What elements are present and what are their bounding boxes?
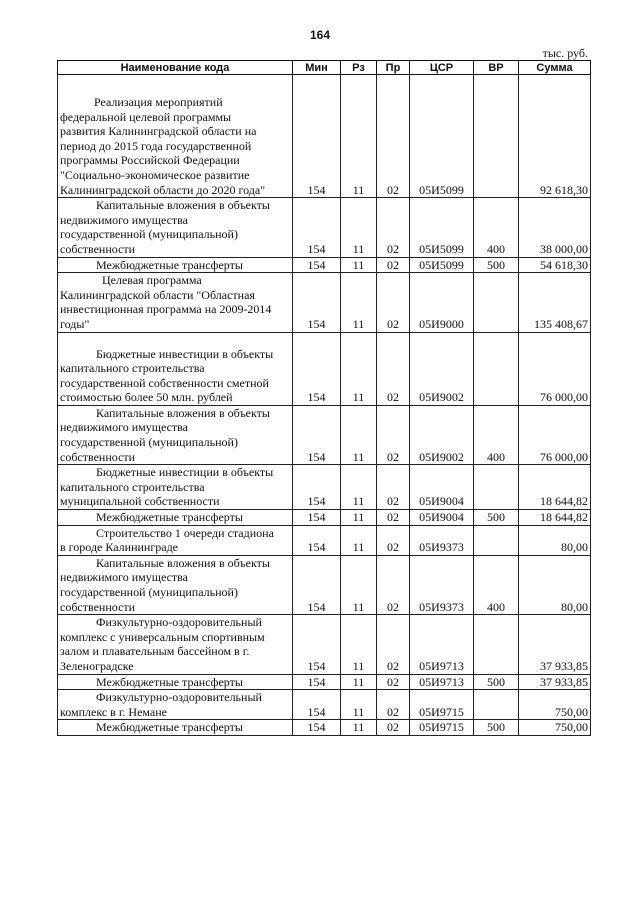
- row-name: [58, 720, 293, 736]
- row-min: 154: [293, 465, 341, 510]
- row-csr: 05И5099: [410, 75, 474, 198]
- row-name: [58, 332, 293, 405]
- table-row: [58, 405, 591, 464]
- row-name-line: муниципальной собственности: [60, 494, 220, 509]
- row-min: 154: [293, 615, 341, 674]
- row-rz: 11: [341, 198, 377, 257]
- row-rz: 11: [341, 465, 377, 510]
- row-sum: 18 644,82: [519, 510, 591, 526]
- row-name-line: годы": [60, 316, 90, 331]
- row-vr: [474, 690, 519, 720]
- row-name-line: Капитальные вложения в объекты: [96, 405, 270, 420]
- row-rz: 11: [341, 674, 377, 690]
- row-name-line: собственности: [60, 599, 136, 614]
- row-sum: 750,00: [519, 720, 591, 736]
- header-pr: Пр: [377, 61, 410, 75]
- row-min: 154: [293, 690, 341, 720]
- header-csr: ЦСР: [410, 61, 474, 75]
- row-csr: 05И9373: [410, 555, 474, 614]
- row-name: [58, 615, 293, 674]
- table-row: [58, 615, 591, 674]
- row-vr: [474, 615, 519, 674]
- row-min: 154: [293, 405, 341, 464]
- row-name-line: капитального строительства: [60, 479, 205, 494]
- row-name-line: Физкультурно-оздоровительный: [96, 690, 262, 705]
- row-pr: 02: [377, 525, 410, 555]
- row-name-line: Физкультурно-оздоровительный: [96, 615, 262, 630]
- row-min: 154: [293, 555, 341, 614]
- row-sum: 37 933,85: [519, 674, 591, 690]
- row-csr: 05И9373: [410, 525, 474, 555]
- row-name: [58, 257, 293, 273]
- row-name-line: в городе Калининграде: [60, 540, 179, 555]
- row-rz: 11: [341, 405, 377, 464]
- row-rz: 11: [341, 75, 377, 198]
- row-name: [58, 198, 293, 257]
- row-vr: 500: [474, 674, 519, 690]
- row-spacer: [60, 333, 290, 347]
- row-vr: [474, 525, 519, 555]
- header-min: Мин: [293, 61, 341, 75]
- row-name-line: Реализация мероприятий: [94, 95, 223, 109]
- row-name-line: недвижимого имущества: [60, 420, 188, 435]
- row-rz: 11: [341, 257, 377, 273]
- row-name: [58, 75, 293, 198]
- row-name-line: Межбюджетные трансферты: [96, 720, 243, 735]
- row-min: 154: [293, 720, 341, 736]
- row-pr: 02: [377, 674, 410, 690]
- table-row: [58, 257, 591, 273]
- row-name-line: Капитальные вложения в объекты: [96, 555, 270, 570]
- row-name: [58, 690, 293, 720]
- row-csr: 05И9004: [410, 510, 474, 526]
- row-pr: 02: [377, 273, 410, 332]
- row-rz: 11: [341, 332, 377, 405]
- row-name-line: Бюджетные инвестиции в объекты: [96, 465, 274, 480]
- row-name-line: государственной собственности сметной: [60, 375, 269, 390]
- units-label: тыс. руб.: [542, 46, 588, 60]
- row-name-line: Межбюджетные трансферты: [96, 674, 243, 689]
- row-pr: 02: [377, 510, 410, 526]
- row-vr: [474, 75, 519, 198]
- row-csr: 05И9002: [410, 405, 474, 464]
- row-sum: 76 000,00: [519, 405, 591, 464]
- row-min: 154: [293, 332, 341, 405]
- row-csr: 05И9713: [410, 615, 474, 674]
- row-name: [58, 510, 293, 526]
- row-name-line: Строительство 1 очереди стадиона: [96, 525, 274, 540]
- row-name-line: развития Калининградской области на: [60, 124, 257, 139]
- row-rz: 11: [341, 690, 377, 720]
- row-vr: [474, 465, 519, 510]
- row-name: [58, 555, 293, 614]
- row-vr: 400: [474, 405, 519, 464]
- table-row: [58, 273, 591, 332]
- row-pr: 02: [377, 555, 410, 614]
- row-name-line: Целевая программа: [102, 273, 202, 288]
- row-rz: 11: [341, 555, 377, 614]
- table-row: [58, 332, 591, 405]
- table-row: [58, 75, 591, 198]
- table-row: [58, 674, 591, 690]
- row-name-line: государственной (муниципальной): [60, 227, 238, 242]
- row-csr: 05И5099: [410, 257, 474, 273]
- row-sum: 38 000,00: [519, 198, 591, 257]
- row-pr: 02: [377, 615, 410, 674]
- row-min: 154: [293, 525, 341, 555]
- row-name-line: Зеленоградске: [60, 658, 134, 673]
- row-pr: 02: [377, 257, 410, 273]
- row-sum: 76 000,00: [519, 332, 591, 405]
- page-number: 164: [309, 28, 331, 42]
- row-name-line: комплекс с универсальным спортивным: [60, 629, 265, 644]
- row-sum: 80,00: [519, 525, 591, 555]
- row-name-line: Межбюджетные трансферты: [96, 257, 243, 272]
- table-row: [58, 510, 591, 526]
- row-name: [58, 525, 293, 555]
- table-row: [58, 690, 591, 720]
- row-name-line: Калининградской области до 2020 года": [60, 182, 266, 197]
- row-name-line: федеральной целевой программы: [60, 109, 232, 124]
- row-vr: 400: [474, 555, 519, 614]
- row-sum: 54 618,30: [519, 257, 591, 273]
- row-name: [58, 674, 293, 690]
- row-vr: 400: [474, 198, 519, 257]
- row-pr: 02: [377, 75, 410, 198]
- row-name-line: комплекс в г. Немане: [60, 704, 167, 719]
- row-vr: [474, 273, 519, 332]
- row-pr: 02: [377, 332, 410, 405]
- row-sum: 750,00: [519, 690, 591, 720]
- row-csr: 05И5099: [410, 198, 474, 257]
- row-name-line: Межбюджетные трансферты: [96, 510, 243, 525]
- budget-table: [57, 60, 591, 736]
- table-row: [58, 525, 591, 555]
- row-name-line: период до 2015 года государственной: [60, 138, 252, 153]
- row-name: [58, 273, 293, 332]
- table-row: [58, 198, 591, 257]
- row-pr: 02: [377, 720, 410, 736]
- row-pr: 02: [377, 465, 410, 510]
- row-rz: 11: [341, 615, 377, 674]
- row-name: [58, 405, 293, 464]
- table-row: [58, 720, 591, 736]
- row-csr: 05И9002: [410, 332, 474, 405]
- row-name-line: стоимостью более 50 млн. рублей: [60, 390, 233, 405]
- row-name-line: "Социально-экономическое развитие: [60, 167, 250, 182]
- table-row: [58, 465, 591, 510]
- row-csr: 05И9713: [410, 674, 474, 690]
- row-name-line: недвижимого имущества: [60, 570, 188, 585]
- row-csr: 05И9000: [410, 273, 474, 332]
- row-name-line: залом и плавательным бассейном в г.: [60, 644, 250, 659]
- row-vr: [474, 332, 519, 405]
- row-name-line: Капитальные вложения в объекты: [96, 198, 270, 213]
- row-csr: 05И9715: [410, 720, 474, 736]
- row-min: 154: [293, 674, 341, 690]
- row-vr: 500: [474, 720, 519, 736]
- row-name-line: собственности: [60, 241, 136, 256]
- row-sum: 135 408,67: [519, 273, 591, 332]
- row-name-line: недвижимого имущества: [60, 212, 188, 227]
- row-vr: 500: [474, 257, 519, 273]
- row-rz: 11: [341, 273, 377, 332]
- row-rz: 11: [341, 525, 377, 555]
- row-name-line: Бюджетные инвестиции в объекты: [96, 346, 274, 361]
- row-pr: 02: [377, 198, 410, 257]
- row-min: 154: [293, 198, 341, 257]
- row-rz: 11: [341, 720, 377, 736]
- row-name-line: Калининградской области "Областная: [60, 287, 255, 302]
- row-csr: 05И9715: [410, 690, 474, 720]
- row-sum: 37 933,85: [519, 615, 591, 674]
- row-name-line: государственной (муниципальной): [60, 435, 238, 450]
- row-min: 154: [293, 510, 341, 526]
- row-name: [58, 465, 293, 510]
- row-name-line: инвестиционная программа на 2009-2014: [60, 302, 272, 317]
- row-name-line: собственности: [60, 449, 136, 464]
- row-pr: 02: [377, 690, 410, 720]
- table-row: [58, 555, 591, 614]
- row-name-line: государственной (муниципальной): [60, 585, 238, 599]
- row-pr: 02: [377, 405, 410, 464]
- header-vr: ВР: [474, 61, 519, 75]
- row-spacer: [60, 75, 290, 95]
- header-sum: Сумма: [519, 61, 591, 75]
- table-header-row: [58, 61, 591, 75]
- row-sum: 92 618,30: [519, 75, 591, 198]
- row-min: 154: [293, 75, 341, 198]
- row-name-line: капитального строительства: [60, 361, 205, 376]
- row-min: 154: [293, 257, 341, 273]
- row-vr: 500: [474, 510, 519, 526]
- row-min: 154: [293, 273, 341, 332]
- row-name-line: программы Российской Федерации: [60, 153, 240, 168]
- header-rz: Рз: [341, 61, 377, 75]
- row-sum: 80,00: [519, 555, 591, 614]
- row-sum: 18 644,82: [519, 465, 591, 510]
- header-name: Наименование кода: [58, 61, 293, 75]
- row-rz: 11: [341, 510, 377, 526]
- row-csr: 05И9004: [410, 465, 474, 510]
